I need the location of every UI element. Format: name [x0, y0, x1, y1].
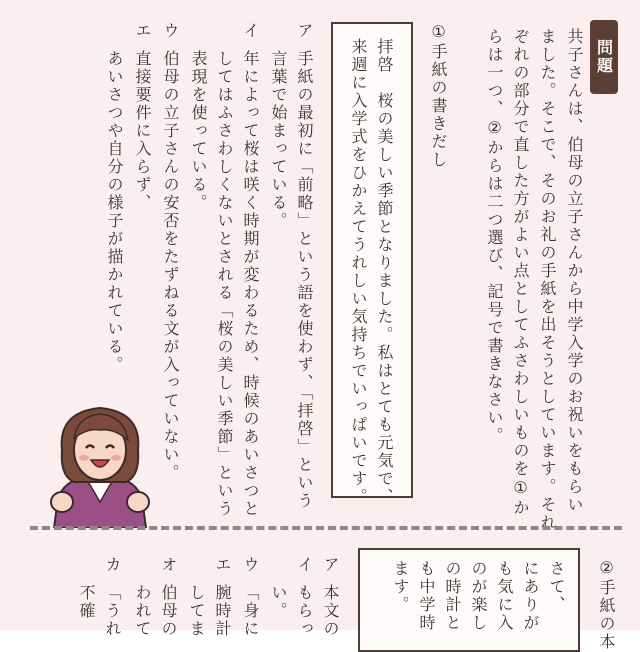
letter-line: にありが [521, 560, 540, 632]
question-line: ました。そこで、そのお礼の手紙を出そうとしています。それ [538, 28, 557, 532]
choice-text: もらっ [295, 584, 314, 638]
choice-text: 年によって桜は咲く時期が変わるため、時候のあいさつと [241, 50, 260, 518]
choice-mark: エ [133, 22, 152, 38]
letter-line: さて、 [547, 560, 566, 614]
choice-text: 言葉で始まっている。 [269, 50, 288, 230]
choice-text: 本文の [321, 584, 340, 638]
part1-heading: ①手紙の書きだし [429, 22, 448, 169]
letter-line: ます。 [391, 560, 410, 614]
choice-text: 「うれ [103, 584, 122, 638]
choice-text: 伯母の [159, 584, 178, 638]
choice-text: してま [187, 584, 206, 638]
letter-line: も気に入 [495, 560, 514, 632]
choice-mark: オ [159, 556, 178, 572]
question-line: らは一つ、②からは二つ選び、記号で書きなさい。 [485, 28, 504, 445]
question-line: 共子さんは、伯母の立子さんから中学入学のお祝いをもらい [565, 28, 584, 514]
question-line: ぞれの部分で直した方がよい点としてふさわしいものを①か [511, 28, 530, 517]
choice-text: 不確 [77, 584, 96, 620]
part2-heading: ②手紙の本 [597, 558, 616, 651]
part1-letter-box [331, 22, 413, 498]
choice-mark: ア [321, 556, 340, 572]
letter-line: の時計と [443, 560, 462, 632]
choice-mark: エ [213, 556, 232, 572]
choice-mark: イ [295, 556, 314, 572]
choice-text: 「身に [241, 584, 260, 638]
choice-mark: イ [241, 22, 260, 38]
letter-line: 拝啓 桜の美しい季節となりました。私はとても元気で、 [375, 38, 394, 506]
choice-text: 腕時計 [213, 584, 232, 638]
section-divider [30, 526, 622, 530]
choice-text: 直接要件に入らず、 [133, 50, 152, 212]
choice-mark: ウ [161, 22, 180, 38]
choice-mark: ア [295, 22, 314, 38]
letter-line: のが楽し [469, 560, 488, 632]
smiling-woman-illustration [40, 398, 160, 528]
question-badge: 問題 [590, 20, 618, 94]
choice-text: あいさつや自分の様子が描かれている。 [105, 50, 124, 374]
choice-text: 表現を使っている。 [189, 50, 208, 212]
choice-mark: カ [103, 556, 122, 572]
choice-text: われて [133, 584, 152, 638]
choice-text: い。 [269, 584, 288, 620]
letter-line: も中学時 [417, 560, 436, 632]
choice-text: 伯母の立子さんの安否をたずねる文が入っていない。 [161, 50, 180, 482]
choice-mark: ウ [241, 556, 260, 572]
choice-text: 手紙の最初に「前略」という語を使わず、「拝啓」という [295, 50, 314, 510]
choice-text: してはふさわしくないとされる「桜の美しい季節」という [215, 50, 234, 518]
letter-line: 来週に入学式をひかえてうれしい気持ちでいっぱいです。 [349, 38, 368, 506]
